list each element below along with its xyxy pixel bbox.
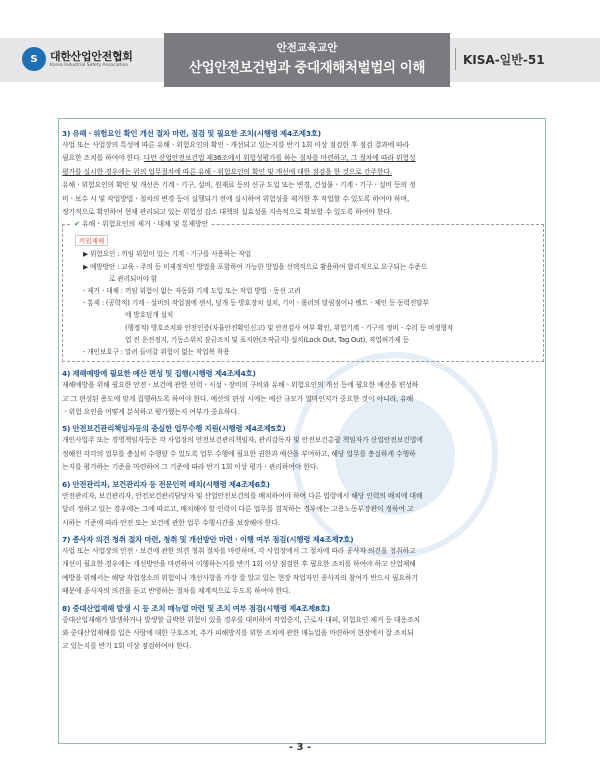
box-line: - 제거ㆍ대체 : 끼임 위험이 없는 자동화 기계 도입 또는 작업 방법ㆍ동선 고려 — [83, 287, 301, 296]
paragraph-line: 유해ㆍ위험요인의 확인 및 개선은 기계ㆍ기구, 설비, 원재료 등의 신규 도입 또는 변경, 건설물ㆍ기계ㆍ기구ㆍ설비 등의 정 — [62, 181, 416, 190]
section-title: 7) 종사자 의견 청취 절차 마련, 청취 및 개선방안 마련ㆍ이행 여부 점검(시행령 제4조제7호) — [62, 534, 354, 544]
org-logo — [22, 47, 133, 71]
section-title: 4) 재해예방에 필요한 예산 편성 및 집행(시행령 제4조제4호) — [62, 369, 256, 379]
box-line: ▶ 예방방안 : 교육ㆍ주의 등 비재정적인 방법을 포함하여 가능한 방법을 선택적으로 활용하여 합리적으로 요구되는 수준으 — [83, 262, 427, 271]
box-line: (행정적) 방호조치와 안전인증(자율안전확인신고) 및 안전검사 여부 확인, 위험기계ㆍ기구의 정비ㆍ수리 등 비정형작 — [125, 323, 454, 332]
check-icon: ✔ — [74, 220, 80, 229]
box-line: - 통제 : (공학적) 기계ㆍ설비의 작업점에 센서, 덮개 등 방호장치 설치, 기어ㆍ롤러의 말림점이나 벨트ㆍ체인 등 동력전달부 — [83, 299, 429, 308]
org-name-ko: 대한산업안전협회 — [50, 49, 133, 63]
section-title: 3) 유해ㆍ위험요인 확인 개선 절차 마련, 점검 및 필요한 조치(시행령 제4조제3호) — [62, 129, 321, 138]
box-line: 로 관리되어야 함 — [109, 274, 158, 283]
header-divider — [455, 48, 456, 70]
kisa-logo-icon: S — [22, 47, 46, 71]
paragraph-line: 사업 또는 사업장의 안전ㆍ보건에 관한 의견 청취 절차를 마련하며, 각 사업장에서 그 절차에 따라 종사자 의견을 청취하고 — [62, 546, 416, 555]
paragraph-line: 재해예방을 위해 필요한 안전ㆍ보건에 관한 인력ㆍ시설ㆍ장비의 구비와 유해ㆍ위험요인의 개선 등에 필요한 예산을 편성하 — [62, 381, 419, 390]
paragraph-line: 고 그 편성된 용도에 맞게 집행하도록 하여야 한다. 예산의 편성 시에는 예산 규모가 얼마인지가 중요한 것이 아니라, 유해 — [62, 394, 414, 403]
series-label: 안전교육교안 — [276, 42, 338, 54]
paragraph-line: 와 중대산업재해를 입은 사람에 대한 구호조치, 추가 피해방지를 위한 조치에 관한 매뉴얼을 마련하여 현장에서 잘 조치되 — [62, 628, 414, 637]
paragraph-line: 평가를 실시한 경우에는 위의 업무절차에 따른 유해ㆍ위험요인의 확인 및 개선에 대한 점검을 한 것으로 간주한다. — [62, 167, 392, 176]
page-header — [0, 0, 600, 95]
paragraph-line: 사업 또는 사업장의 특성에 따른 유해ㆍ위험요인의 확인ㆍ개선되고 있는지를 반기 1회 이상 점검한 후 점검 결과에 따라 — [62, 141, 410, 149]
paragraph-line: 필요한 조치를 하여야 한다. 다만 산업안전보건법 제36조에서 위험성평가를 하는 절차를 마련하고, 그 절차에 따라 위험성 — [62, 154, 416, 163]
section-8 — [62, 603, 544, 654]
hazard-type-label: 끼임재해 — [75, 235, 108, 246]
section-title: 5) 안전보건관리책임자등의 충실한 업무수행 지원(시행령 제4조제5호) — [62, 424, 286, 434]
paragraph-line: 예방을 위해서는 해당 작업장소의 위험이나 개선사항을 가장 잘 알고 있는 현장 작업자인 종사자의 참여가 반드시 필요하기 — [62, 573, 418, 582]
box-line: 에 방호덮개 설치 — [125, 311, 174, 320]
paragraph-line: 개인사업주 또는 경영책임자등은 각 사업장의 안전보건관리책임자, 관리감독자 및 안전보건총괄 책임자가 산업안전보건법에 — [62, 436, 423, 445]
section-title: 6) 안전관리자, 보건관리자 등 전문인력 배치(시행령 제4조제6호) — [62, 479, 270, 489]
paragraph-line: 시하는 기준에 따라 안전 또는 보건에 관한 업무 수행시간을 보장해야 한다. — [62, 518, 280, 527]
document-code: KISA-일반-51 — [463, 53, 545, 67]
box-line: ▶ 위험요인 : 끼임 위험이 있는 기계ㆍ기구를 사용하는 작업 — [83, 250, 252, 259]
page-number: - 3 - — [288, 742, 312, 753]
section-5 — [62, 423, 544, 474]
paragraph-line: 중대산업재해가 발생하거나 발생할 급박한 위험이 있을 경우를 대비하여 작업중지, 근로자 대피, 위험요인 제거 등 대응조치 — [62, 615, 420, 624]
paragraph-line: 달리 정하고 있는 경우에는 그에 따르고, 배치해야 할 인력이 다른 업무를 겸직하는 경우에는 고용노동부장관이 정하여 고 — [62, 505, 414, 514]
paragraph-line: ㆍ위험 요인을 어떻게 분석하고 평가했는지 여부가 중요하다. — [62, 408, 239, 417]
paragraph-line: 고 있는지를 반기 1회 이상 점검하여야 한다. — [62, 642, 192, 651]
box-line: - 개인보호구 : 말려 들어갈 위험이 없는 작업복 착용 — [83, 348, 230, 357]
paragraph-line: 개선이 필요한 경우에는 개선방안을 마련하여 이행하는지를 반기 1회 이상 점검한 후 필요한 조치를 하여야 하고 산업재해 — [62, 560, 416, 569]
main-content — [62, 124, 544, 654]
section-3 — [62, 128, 544, 219]
box-line: 업 전 운전정지, 기동스위치 잠금조치 및 표지판(조작금지) 설치(Lock Out, Tag Out), 작업허가제 등 — [125, 335, 409, 344]
section-7 — [62, 534, 544, 599]
section-4 — [62, 368, 544, 419]
paragraph-line: 는지를 평가하는 기준을 마련하여 그 기준에 따라 반기 1회 이상 평가ㆍ관리하여야 한다. — [62, 463, 319, 472]
paragraph-line: 안전관리자, 보건관리자, 안전보건관리담당자 및 산업안전보건의를 배치하여야 하며 다른 법령에서 해당 인력의 배치에 대해 — [62, 491, 423, 500]
paragraph-line: 비ㆍ보수 시 및 작업방법ㆍ절차의 변경 등이 실행되기 전에 실시하여 위험성을 제거한 후 작업할 수 있도록 하여야 하며, — [62, 194, 409, 203]
paragraph-line: 정기적으로 확인하여 현재 관리되고 있는 위험성 감소 대책의 실효성을 지속적으로 확보할 수 있도록 하여야 한다. — [62, 208, 392, 217]
box-heading: ✔ 유해ㆍ위험요인의 제거ㆍ대체 및 통제방안 — [71, 218, 211, 228]
section-title: 8) 중대산업재해 발생 시 등 조치 매뉴얼 마련 및 조치 여부 점검(시행령 제4조제8호) — [62, 603, 330, 613]
section-6 — [62, 479, 544, 530]
page-title: 산업안전보건법과 중대재해처벌법의 이해 — [188, 60, 426, 76]
paragraph-line: 정해진 각각의 업무를 충실히 수행할 수 있도록 업무 수행에 필요한 권한과 예산을 부여하고, 해당 업무를 충실하게 수행하 — [62, 449, 416, 458]
paragraph-line: 때문에 종사자의 의견을 듣고 반영하는 절차를 체계적으로 두도록 하여야 한다. — [62, 587, 291, 596]
hazard-control-box — [62, 220, 544, 362]
org-name-en: Korea Industrial Safety Association — [50, 62, 129, 68]
